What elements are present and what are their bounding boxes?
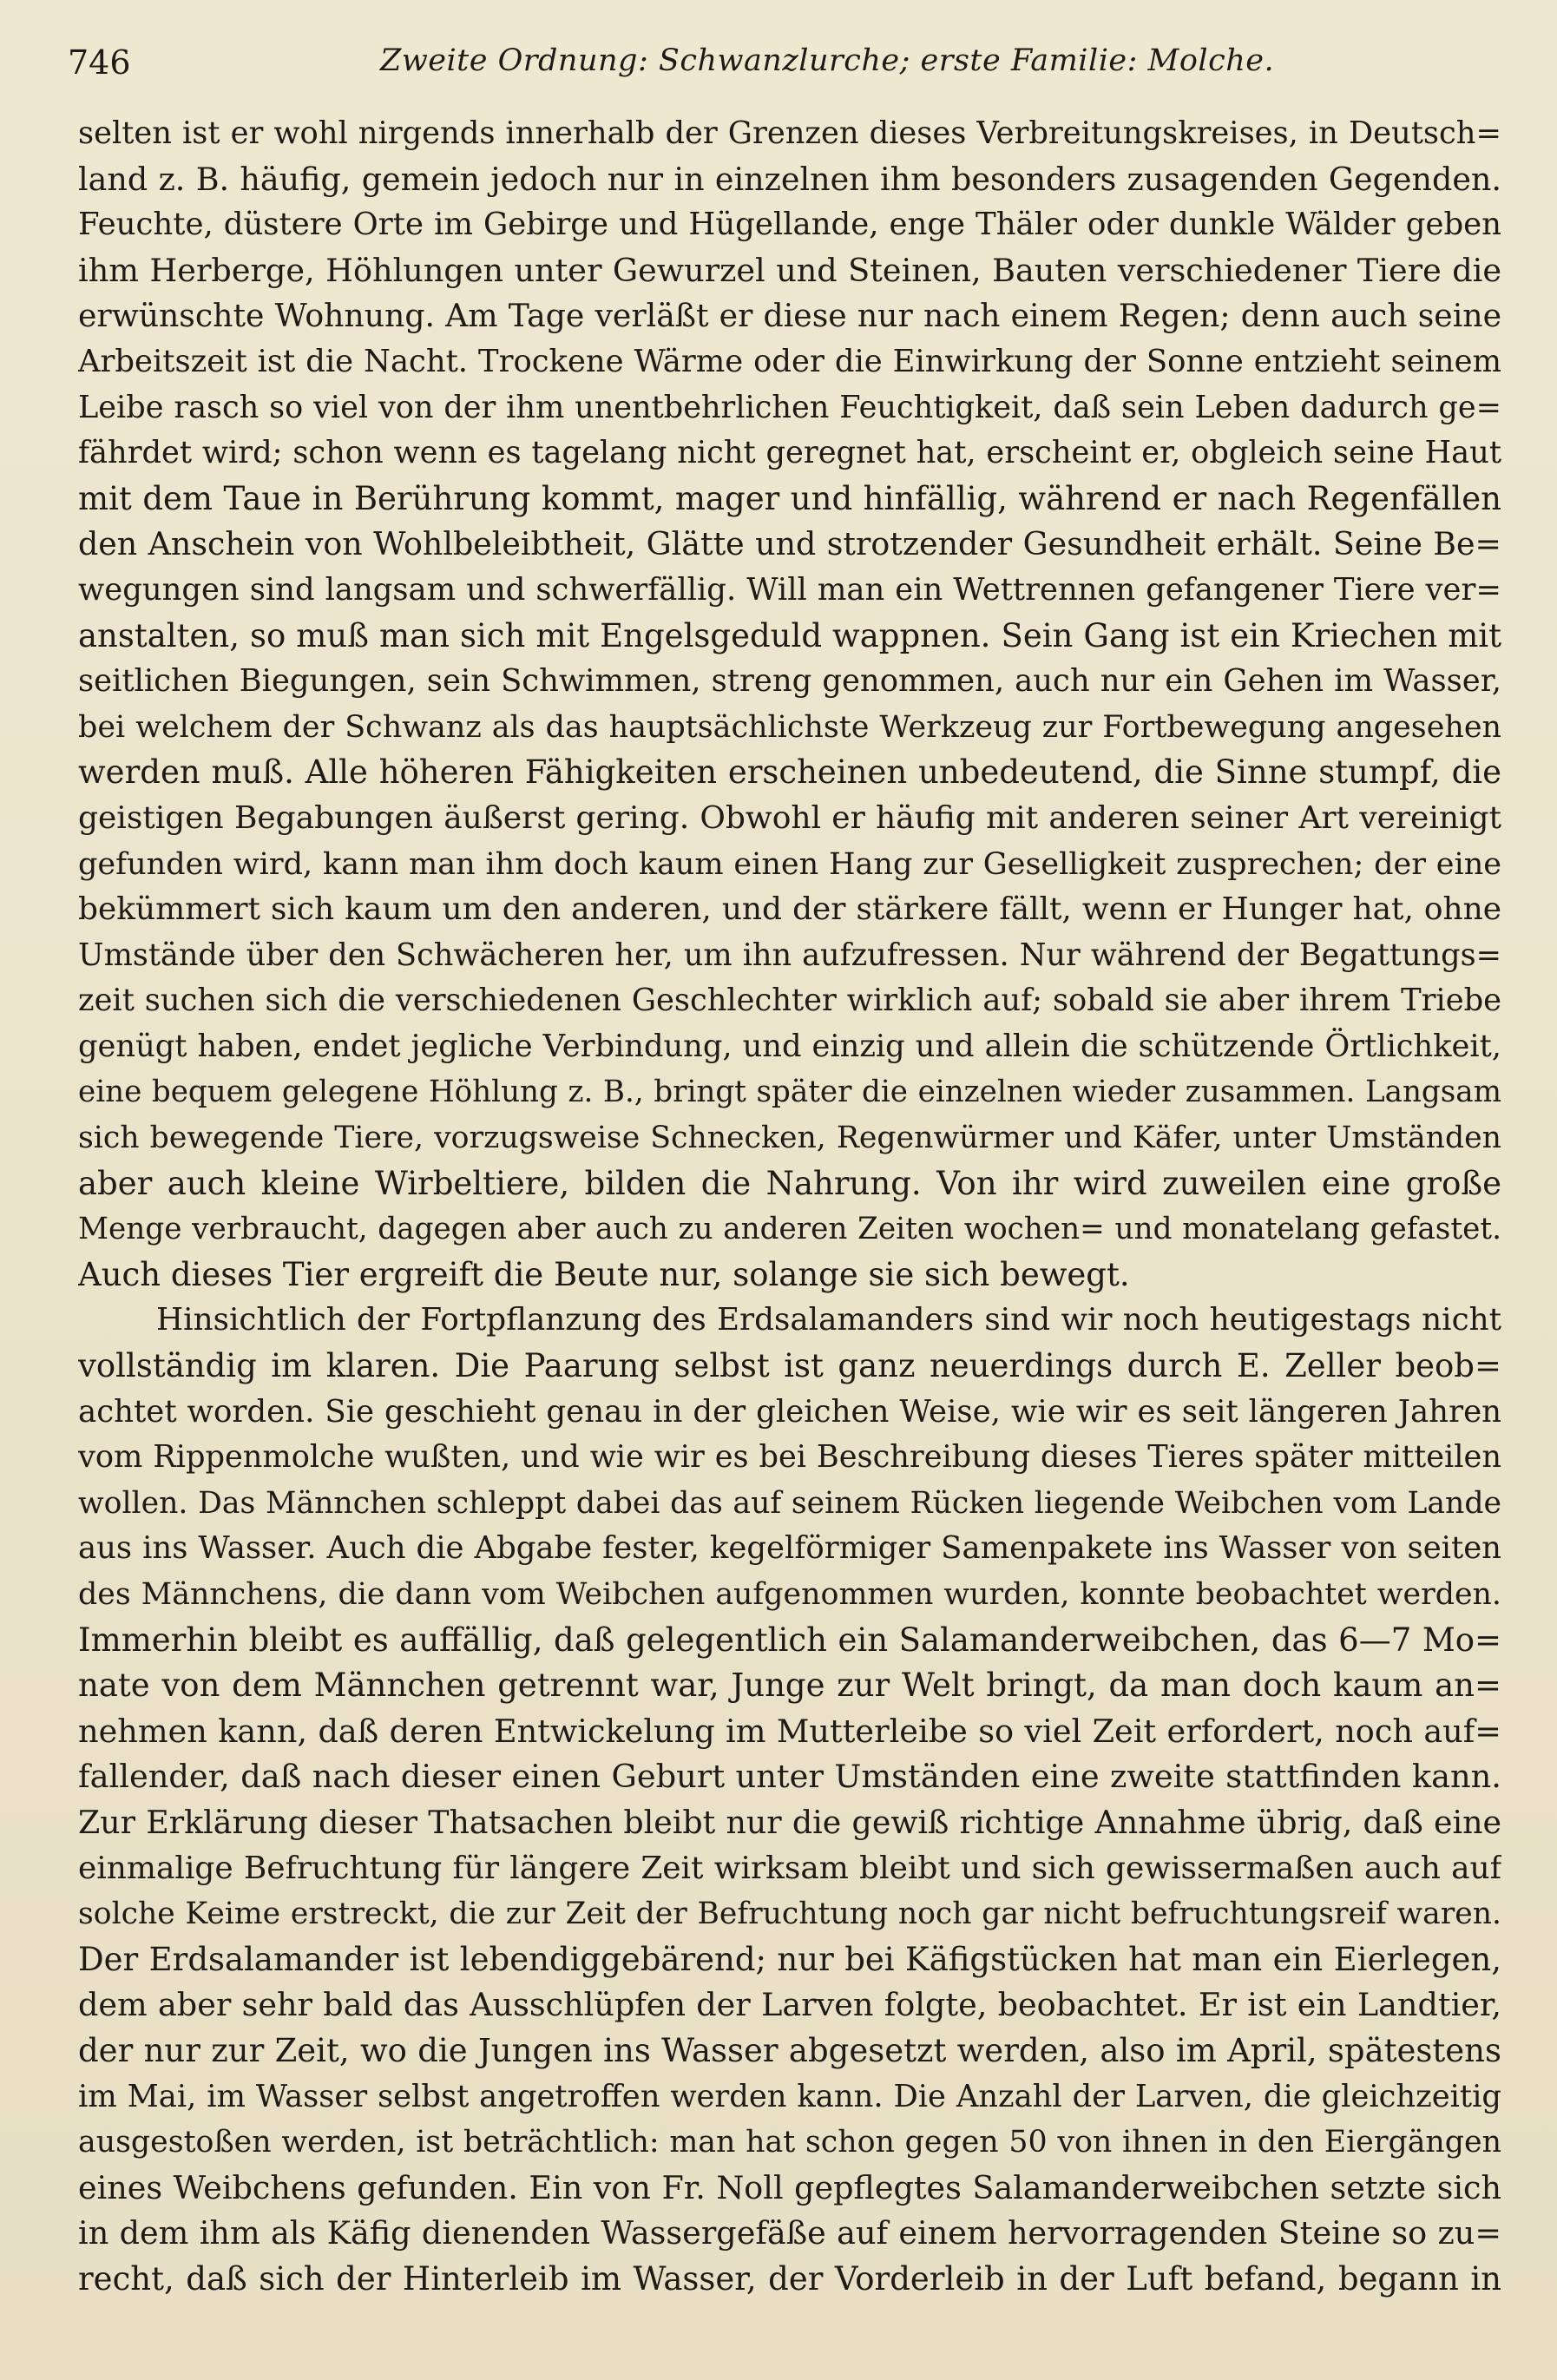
text-line: geistigen Begabungen äußerst gering. Obwohl er häufig mit anderen seiner Art vereinigt: [78, 799, 1501, 836]
text-line: vom Rippenmolche wußten, und wie wir es bei Beschreibung dieses Tieres später mitteilen: [78, 1439, 1501, 1476]
page-number: 746: [68, 43, 131, 82]
text-line: Leibe rasch so viel von der ihm unentbehrlichen Feuchtigkeit, daß sein Leben dadurch ge=: [78, 389, 1501, 425]
text-line: nate von dem Männchen getrennt war, Junge zur Welt bringt, da man doch kaum an=: [78, 1667, 1501, 1705]
text-line: eine bequem gelegene Höhlung z. B., bringt später die einzelnen wieder zusammen. Langsam: [78, 1075, 1501, 1110]
text-line: Auch dieses Tier ergreift die Beute nur, solange sie sich bewegt.: [78, 1255, 1130, 1293]
text-line: seitlichen Biegungen, sein Schwimmen, streng genommen, auch nur ein Gehen im Wasser,: [78, 663, 1501, 700]
text-line: aber auch kleine Wirbeltiere, bilden die Nahrung. Von ihr wird zuweilen eine große: [78, 1164, 1501, 1202]
text-line: Hinsichtlich der Fortpflanzung des Erdsalamanders sind wir noch heutigestags nicht: [156, 1302, 1501, 1338]
text-line: erwünschte Wohnung. Am Tage verläßt er diese nur nach einem Regen; denn auch seine: [78, 297, 1501, 335]
text-line: Der Erdsalamander ist lebendiggebärend; nur bei Käfigstücken hat man ein Eierlegen,: [78, 1940, 1501, 1978]
text-line: vollständig im klaren. Die Paarung selbst ist ganz neuerdings durch E. Zeller beob=: [78, 1347, 1501, 1385]
running-head: [68, 31, 1503, 92]
text-line: wegungen sind langsam und schwerfällig. Will man ein Wettrennen gefangener Tiere ver=: [78, 571, 1501, 608]
text-line: einmalige Befruchtung für längere Zeit wirksam bleibt und sich gewissermaßen auch auf: [78, 1850, 1501, 1886]
text-line: bekümmert sich kaum um den anderen, und der stärkere fällt, wenn er Hunger hat, ohne: [78, 891, 1501, 928]
running-title: Zweite Ordnung: Schwanzlurche; erste Familie: Molche.: [380, 43, 1275, 78]
text-line: werden muß. Alle höheren Fähigkeiten erscheinen unbedeutend, die Sinne stumpf, die: [78, 753, 1501, 792]
text-line: ausgestoßen werden, ist beträchtlich: man hat schon gegen 50 von ihnen in den Eiergängen: [78, 2125, 1501, 2160]
text-line: Zur Erklärung dieser Thatsachen bleibt nur die gewiß richtige Annahme übrig, daß eine: [78, 1803, 1501, 1841]
text-line: Arbeitszeit ist die Nacht. Trockene Wärme oder die Einwirkung der Sonne entzieht seinem: [78, 343, 1501, 379]
text-line: mit dem Taue in Berührung kommt, mager und hinfällig, während er nach Regenfällen: [78, 479, 1501, 517]
text-line: im Mai, im Wasser selbst angetroffen werden kann. Die Anzahl der Larven, die gleichzeitig: [78, 2078, 1501, 2114]
text-line: bei welchem der Schwanz als das hauptsächlichste Werkzeug zur Fortbewegung angesehen: [78, 709, 1501, 745]
text-line: Immerhin bleibt es auffällig, daß gelegentlich ein Salamanderweibchen, das 6—7 Mo=: [78, 1621, 1501, 1659]
body-text: [78, 111, 1501, 2303]
text-line: achtet worden. Sie geschieht genau in der gleichen Weise, wie wir es seit längeren Jahren: [78, 1393, 1501, 1430]
text-line: ihm Herberge, Höhlungen unter Gewurzel und Steinen, Bauten verschiedener Tiere die: [78, 251, 1501, 289]
text-line: Menge verbraucht, dagegen aber auch zu anderen Zeiten wochen= und monatelang gefastet.: [78, 1212, 1501, 1247]
text-line: des Männchens, die dann vom Weibchen aufgenommen wurden, konnte beobachtet werden.: [78, 1577, 1501, 1612]
text-line: selten ist er wohl nirgends innerhalb der Grenzen dieses Verbreitungskreises, in Deutsch=: [78, 115, 1501, 151]
text-line: Feuchte, düstere Orte im Gebirge und Hügellande, enge Thäler oder dunkle Wälder geben: [78, 207, 1501, 243]
text-line: eines Weibchens gefunden. Ein von Fr. Noll gepflegtes Salamanderweibchen setzte sich: [78, 2168, 1501, 2206]
text-line: sich bewegende Tiere, vorzugsweise Schnecken, Regenwürmer und Käfer, unter Umständen: [78, 1121, 1501, 1156]
text-line: zeit suchen sich die verschiedenen Geschlechter wirklich auf; sobald sie aber ihrem Triebe: [78, 983, 1501, 1019]
text-line: wollen. Das Männchen schleppt dabei das auf seinem Rücken liegende Weibchen vom Lande: [78, 1485, 1501, 1521]
text-line: dem aber sehr bald das Ausschlüpfen der Larven folgte, beobachtet. Er ist ein Landtier,: [78, 1986, 1501, 2024]
text-line: recht, daß sich der Hinterleib im Wasser, der Vorderleib in der Luft befand, begann in: [78, 2259, 1501, 2298]
text-line: der nur zur Zeit, wo die Jungen ins Wasser abgesetzt werden, also im April, spätestens: [78, 2031, 1501, 2069]
text-line: aus ins Wasser. Auch die Abgabe fester, kegelförmiger Samenpakete ins Wasser von seiten: [78, 1530, 1501, 1567]
text-line: gefunden wird, kann man ihm doch kaum einen Hang zur Geselligkeit zusprechen; der eine: [78, 845, 1501, 882]
text-line: nehmen kann, daß deren Entwickelung im Mutterleibe so viel Zeit erfordert, noch auf=: [78, 1712, 1501, 1750]
text-line: solche Keime erstreckt, die zur Zeit der Befruchtung noch gar nicht befruchtungsreif waren.: [78, 1897, 1501, 1932]
text-line: land z. B. häufig, gemein jedoch nur in einzelnen ihm besonders zusagenden Gegenden.: [78, 160, 1501, 198]
text-line: genügt haben, endet jegliche Verbindung, und einzig und allein die schützende Örtlichkeit,: [78, 1028, 1501, 1064]
text-line: anstalten, so muß man sich mit Engelsgeduld wappnen. Sein Gang ist ein Kriechen mit: [78, 616, 1501, 654]
text-line: fallender, daß nach dieser einen Geburt unter Umständen eine zweite stattfinden kann.: [78, 1758, 1501, 1796]
text-line: den Anschein von Wohlbeleibtheit, Glätte und strotzender Gesundheit erhält. Seine Be=: [78, 525, 1501, 563]
text-line: Umstände über den Schwächeren her, um ihn aufzufressen. Nur während der Begattungs=: [78, 937, 1501, 973]
text-line: fährdet wird; schon wenn es tagelang nicht geregnet hat, erscheint er, obgleich seine Haut: [78, 435, 1501, 471]
text-line: in dem ihm als Käfig dienenden Wassergefäße auf einem hervorragenden Steine so zu=: [78, 2214, 1501, 2252]
